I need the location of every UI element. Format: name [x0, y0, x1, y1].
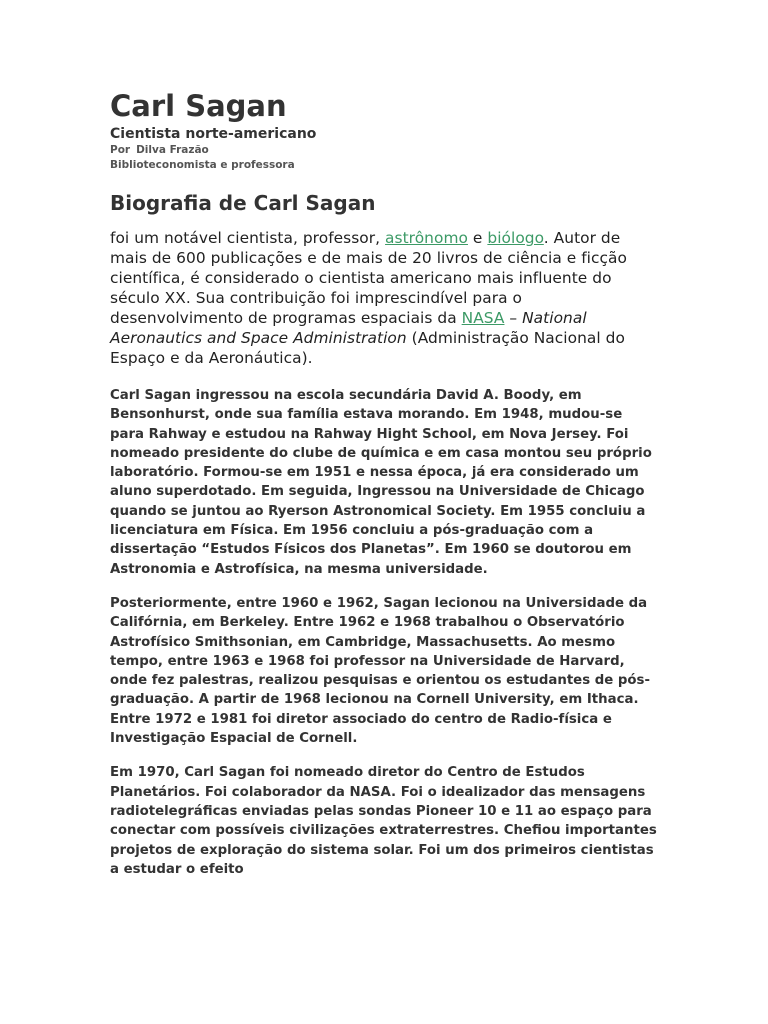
body-paragraph-1: Carl Sagan ingressou na escola secundária David A. Boody, em Bensonhurst, onde sua família estava morando. Em 1948, mudou-se para Rahway e estudou na Rahway Hight School, em Nova Jersey. Foi nomeado presidente do clube de química e em casa montou seu próprio laboratório. Formou-se em 1951 e nessa época, já era considerado um aluno superdotado. Em seguida, Ingressou na Universidade de Chicago quando se juntou ao Ryerson Astronomical Society. Em 1955 concluiu a licenciatura em Física. Em 1956 concluiu a pós-graduação com a dissertação “Estudos Físicos dos Planetas”. Em 1960 se doutorou em Astronomia e Astrofísica, na mesma universidade.: [110, 388, 652, 577]
intro-text-3: . Autor de mais de 600 publicações e de mais de 20 livros de ciência e ficção científica, é considerado o cientista americano mais influente do século XX. Sua contribuição foi imprescindível para o desenvolvimento de programas espaciais da: [110, 229, 627, 327]
intro-italic-text: National Aeronautics and Space Administration: [110, 309, 587, 347]
body-paragraph-3: Em 1970, Carl Sagan foi nomeado diretor do Centro de Estudos Planetários. Foi colaborador da NASA. Foi o idealizador das mensagens radiotelegráficas enviadas pelas sondas Pioneer 10 e 11 ao espaço para conectar com possíveis civilizações extraterrestres. Chefiou importantes projetos de exploração do sistema solar. Foi um dos primeiros cientistas a estudar o efeito: [110, 765, 657, 877]
intro-text-2: e: [467, 229, 488, 247]
section-heading: Biografia de Carl Sagan: [110, 191, 376, 215]
author-role: Biblioteconomista e professora: [110, 159, 295, 171]
page-title: Carl Sagan: [110, 89, 287, 123]
intro-text-1: foi um notável cientista, professor,: [110, 229, 386, 247]
nasa-link[interactable]: NASA: [461, 309, 505, 327]
document-page: [110, 88, 660, 894]
biologo-link[interactable]: biólogo: [487, 229, 544, 247]
author-name[interactable]: Dilva Frazão: [136, 144, 209, 156]
astronomo-link[interactable]: astrônomo: [385, 229, 468, 247]
intro-text-4: –: [504, 309, 523, 327]
page-subtitle: Cientista norte-americano: [110, 126, 317, 142]
byline-label: Por: [110, 144, 131, 156]
intro-paragraph: [110, 228, 660, 368]
author-byline: [110, 143, 660, 158]
body-paragraph-2: Posteriormente, entre 1960 e 1962, Sagan lecionou na Universidade da Califórnia, em Berkeley. Entre 1962 e 1968 trabalhou o Observatório Astrofísico Smithsonian, em Cambridge, Massachusetts. Ao mesmo tempo, entre 1963 e 1968 foi professor na Universidade de Harvard, onde fez palestras, realizou pesquisas e orientou os estudantes de pós-graduação. A partir de 1968 lecionou na Cornell University, em Ithaca. Entre 1972 e 1981 foi diretor associado do centro de Radio-física e Investigação Espacial de Cornell.: [110, 595, 650, 747]
intro-text-5: (Administração Nacional do Espaço e da Aeronáutica).: [110, 329, 625, 367]
